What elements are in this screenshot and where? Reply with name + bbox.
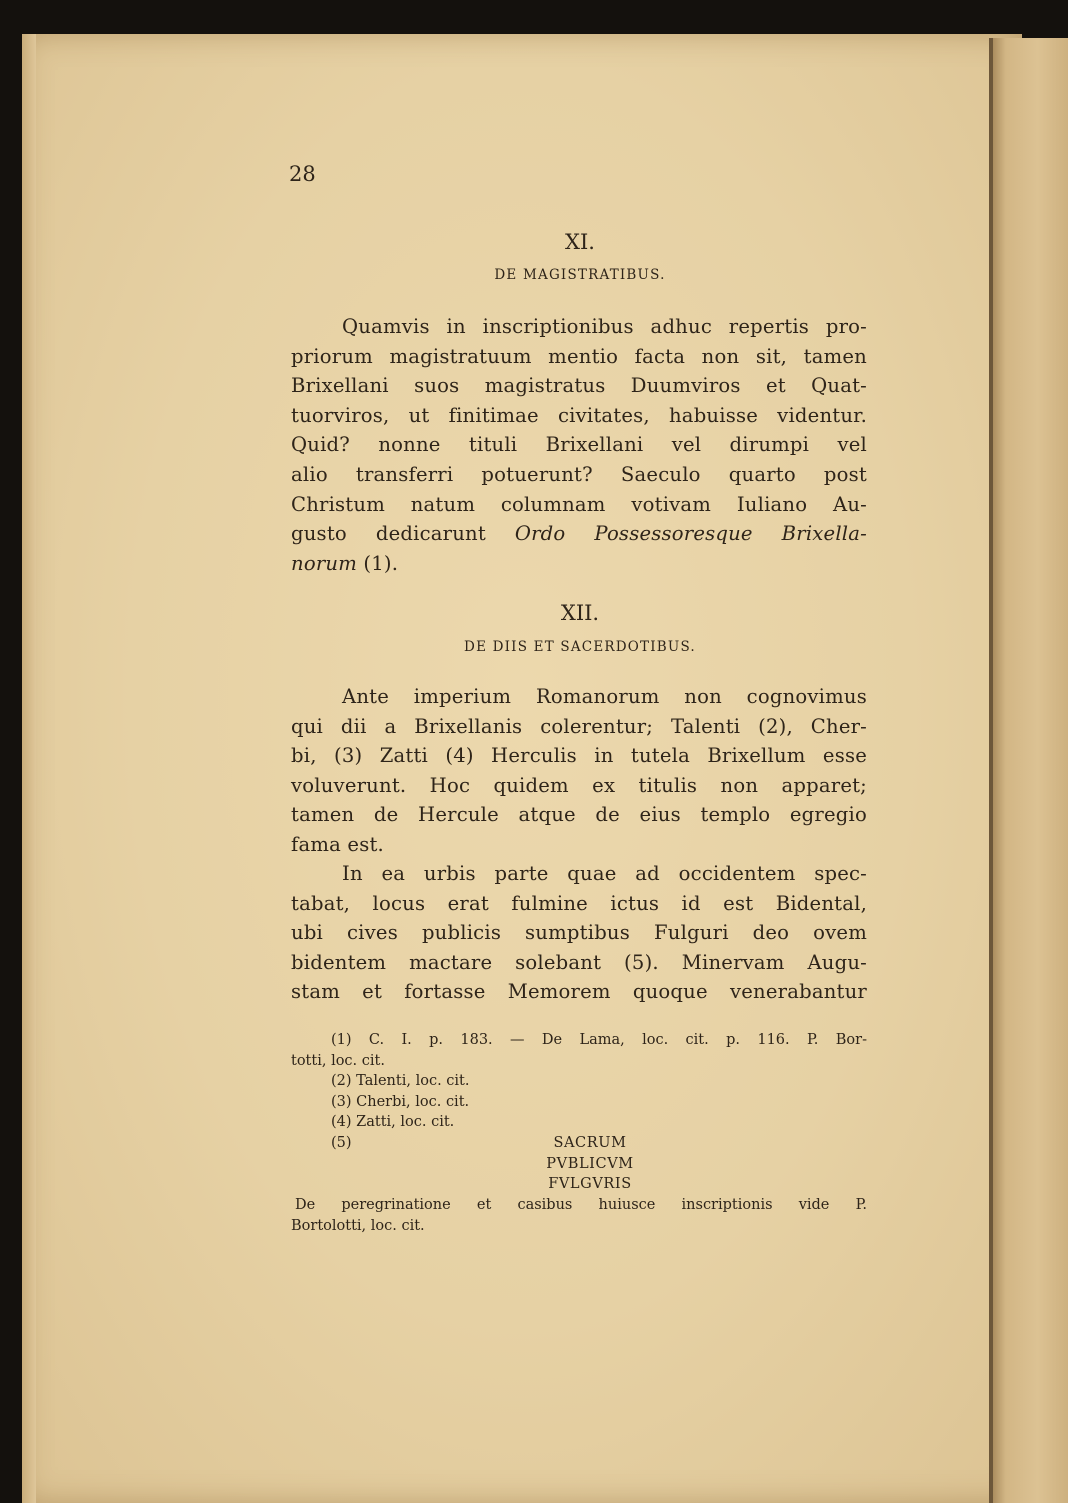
italic-quote: Ordo Possessoresque Brixella- [514,522,867,546]
section-xii-paragraph-1 [291,682,867,860]
inscription-line: SACRUM [553,1135,627,1151]
footnote-4: (4) Zatti, loc. cit. [331,1114,455,1131]
text-line: Christum natum columnam votivam Iuliano Au- [291,492,867,516]
text-line: stam et fortasse Memorem quoque venerabantur [291,980,867,1004]
text-line: fama est. [291,832,384,856]
inscription [420,1133,760,1195]
section-xii-title: DE DIIS ET SACERDOTIBUS. [464,639,696,655]
text-line: ubi cives publicis sumptibus Fulguri deo ovem [291,921,867,945]
section-xii-number: XII. [560,601,600,625]
footnote-2: (2) Talenti, loc. cit. [331,1073,470,1090]
footnote-1: (1) C. I. p. 183. — De Lama, loc. cit. p. 116. P. Bor- [331,1032,867,1048]
text-line: Ante imperium Romanorum non cognovimus [342,685,867,708]
footnote-5-line: Bortolotti, loc. cit. [291,1217,425,1234]
text-line: Quid? nonne tituli Brixellani vel dirumpi vel [291,433,867,457]
text-line: tabat, locus erat fulmine ictus id est Bidental, [291,891,867,915]
section-xi-paragraph [291,312,867,578]
footnote-1-cont: totti, loc. cit. [291,1052,385,1069]
text-line: voluverunt. Hoc quidem ex titulis non apparet; [291,773,867,797]
section-xi-title: DE MAGISTRATIBUS. [494,267,666,283]
text-line: Quamvis in inscriptionibus adhuc repertis pro- [342,315,867,338]
text-line [291,519,867,549]
text-fragment: gusto dedicarunt [291,522,486,546]
text-line: tamen de Hercule atque de eius templo egregio [291,803,867,827]
footnote-ref: (1). [356,551,399,575]
footnote-5-text [291,1195,867,1236]
text-line [291,549,867,579]
inscription-line: FVLGVRIS [548,1176,632,1193]
text-line: In ea urbis parte quae ad occidentem spec- [342,862,867,885]
text-line: priorum magistratuum mentio facta non sit, tamen [291,344,867,368]
footnote-5-marker: (5) [331,1134,352,1151]
footnote-3: (3) Cherbi, loc. cit. [331,1093,470,1110]
section-xii-paragraph-2 [291,859,867,1007]
text-line: bidentem mactare solebant (5). Minervam Augu- [291,950,867,974]
page-number: 28 [289,162,316,186]
text-line: alio transferri potuerunt? Saeculo quarto post [291,462,867,486]
inscription-line: PVBLICVM [546,1155,634,1172]
section-xi-number: XI. [565,230,595,254]
text-line: bi, (3) Zatti (4) Herculis in tutela Brixellum esse [291,744,867,768]
text-line: Brixellani suos magistratus Duumviros et Quat- [291,374,867,398]
page-edge [22,34,36,1503]
gutter-shadow [989,38,993,1503]
footnote-5-line: De peregrinatione et casibus huiusce inscriptionis vide P. [295,1197,867,1213]
text-line: tuorviros, ut finitimae civitates, habuisse videntur. [291,403,867,427]
italic-quote: norum [291,551,357,575]
text-line: qui dii a Brixellanis colerentur; Talenti (2), Cher- [291,714,867,738]
adjacent-page-edge [992,38,1068,1503]
